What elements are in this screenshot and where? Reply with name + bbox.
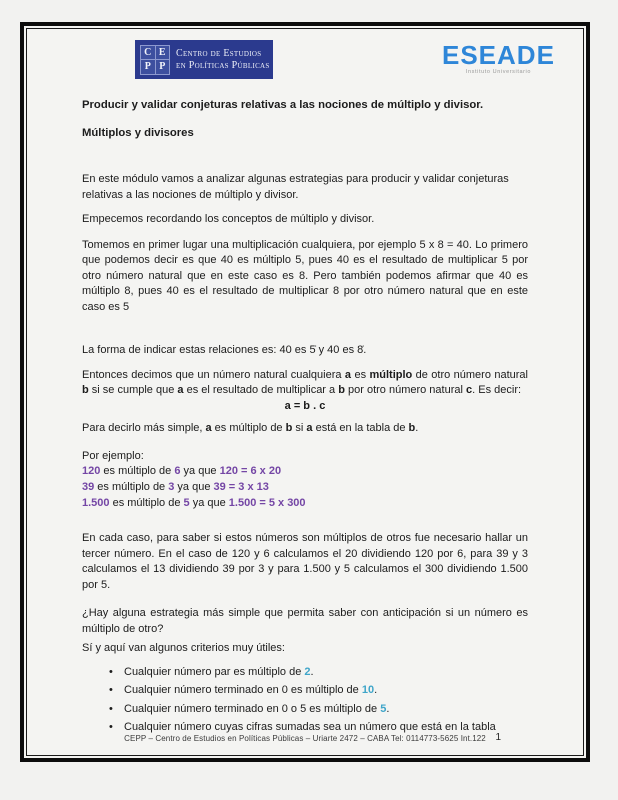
text-run: Cualquier número cuyas cifras sumadas sea un número que está en la tabla	[124, 721, 496, 734]
text-run: está en la tabla de	[312, 422, 409, 434]
text-run: es el resultado de multiplicar a	[183, 384, 339, 396]
paragraph-pregunta-estrategia: ¿Hay alguna estrategia más simple que permita saber con anticipación si un número es múltiplo de otro?	[82, 607, 528, 635]
cepp-grid-letter: E	[156, 46, 170, 60]
text-run: 2	[304, 665, 311, 678]
bullet-item-multiplo-10	[82, 683, 528, 699]
cepp-logo-grid-icon	[140, 45, 170, 75]
text-run: a	[306, 422, 313, 434]
example-line-39	[82, 480, 528, 496]
text-run: .	[415, 422, 419, 434]
document-header	[27, 29, 583, 93]
text-run: b	[408, 422, 416, 434]
bullet-icon: •	[109, 721, 113, 734]
paragraph-intro: En este módulo vamos a analizar algunas estrategias para producir y validar conjeturas relativas a las nociones de múltiplo y divisor.	[82, 173, 509, 201]
bullet-text	[124, 703, 389, 715]
text-run: Cualquier número terminado en 0 es múltiplo de	[124, 684, 362, 697]
document-subtitle: Múltiplos y divisores	[82, 127, 194, 139]
text-run: b	[285, 422, 293, 434]
bullet-item-multiplo-5	[82, 702, 528, 718]
text-run: Cualquier número terminado en 0 o 5 es múltiplo de	[124, 702, 381, 715]
text-run: 1.500	[82, 496, 110, 509]
footer-address-text: CEPP – Centro de Estudios en Políticas Públicas – Uriarte 2472 – CABA Tel: 0114773-5625 Int.122	[124, 734, 486, 743]
text-run: a	[205, 422, 212, 434]
text-run: .	[310, 665, 314, 678]
cepp-logo-name	[176, 48, 270, 72]
eseade-wordmark: ESEADE	[442, 40, 555, 70]
text-run: es múltiplo de	[109, 496, 184, 509]
example-line-120	[82, 464, 528, 480]
bullet-icon: •	[109, 702, 113, 715]
page-footer	[27, 734, 583, 746]
cepp-logo-name-line2: en Políticas Públicas	[176, 59, 270, 71]
text-run: . Es decir:	[472, 384, 522, 396]
text-run: por otro número natural	[344, 384, 467, 396]
text-run: a	[177, 384, 184, 396]
paragraph-en-cada-caso: En cada caso, para saber si estos números son múltiplos de otros fue necesario hallar un tercer número. En el caso de 120 y 6 calculamos el 20 dividiendo 120 por 6, para 39 y 3 calculamos el 13 dividiendo 39 por 3 y para 1.500 y 5 calculamos el 300 dividiendo 1.500 por 5.	[82, 532, 528, 591]
text-run: 10	[361, 684, 375, 697]
eseade-tagline: Instituto Universitario	[465, 69, 532, 75]
cepp-grid-letter: C	[141, 46, 155, 60]
bullet-text	[124, 721, 496, 733]
cepp-grid-letter: P	[141, 60, 155, 74]
page-number: 1	[495, 732, 501, 743]
paragraph-forma-relaciones: La forma de indicar estas relaciones es: 40 es 5̇ y 40 es 8̇.	[82, 344, 367, 356]
text-run: es múltiplo de	[100, 465, 175, 477]
paragraph-empecemos: Empecemos recordando los conceptos de múltiplo y divisor.	[82, 213, 375, 225]
text-run: múltiplo	[369, 368, 413, 381]
equation-a-equals-b-times-c: a = b . c	[284, 399, 326, 412]
paragraph-tomemos: Tomemos en primer lugar una multiplicación cualquiera, por ejemplo 5 x 8 = 40. Lo primero que podemos decir es que 40 es múltiplo 5, pues 40 es el resultado de multiplicar 5 por otro número natural que en este caso es 8. Pero también podemos afirmar que 40 es múltiplo 8, pues 40 es el resultado de multiplicar 8 por otro número natural que en este caso es 5	[82, 238, 528, 313]
document-title: Producir y validar conjeturas relativas a las nociones de múltiplo y divisor.	[82, 99, 484, 111]
text-run: si	[292, 422, 307, 434]
page-border-inner-line	[26, 28, 584, 756]
paragraph-entonces	[82, 368, 528, 399]
text-run: 1.500 = 5 x 300	[228, 496, 306, 509]
text-run: 5	[380, 702, 387, 715]
example-line-1500	[82, 496, 528, 512]
text-run: ya que	[189, 496, 229, 509]
document-content	[27, 29, 583, 755]
text-run: 3	[168, 480, 175, 493]
text-run: 5	[183, 496, 190, 509]
cepp-logo-name-line1: Centro de Estudios	[176, 47, 262, 59]
text-run: ya que	[174, 480, 214, 493]
text-run: 120 = 6 x 20	[219, 465, 282, 477]
eseade-logo	[442, 42, 555, 75]
text-run: si se cumple que	[88, 384, 178, 396]
text-run: es	[351, 368, 370, 381]
text-run: Cualquier número par es múltiplo de	[124, 665, 305, 678]
text-run: b	[338, 384, 345, 396]
text-run: es múltiplo de	[94, 480, 169, 493]
paragraph-criterios-intro: Sí y aquí van algunos criterios muy útiles:	[82, 642, 285, 655]
text-run: Para decirlo más simple,	[82, 422, 206, 434]
text-run: c	[466, 384, 473, 396]
cepp-grid-letter: P	[156, 60, 170, 74]
text-run: de otro número natural	[412, 368, 528, 381]
text-run: es múltiplo de	[211, 422, 286, 434]
text-run: 39	[82, 480, 95, 493]
text-run: 39 = 3 x 13	[213, 480, 269, 493]
text-run: b	[82, 384, 89, 396]
cepp-logo	[135, 40, 273, 79]
text-run: a	[344, 368, 352, 381]
bullet-icon: •	[109, 665, 113, 678]
text-run: 6	[174, 465, 181, 477]
paragraph-para-decirlo	[82, 421, 528, 437]
bullet-icon: •	[109, 684, 113, 697]
text-run: Entonces decimos que un número natural cualquiera	[82, 368, 345, 381]
bullet-text	[124, 666, 314, 678]
text-run: 120	[82, 465, 101, 477]
examples-label: Por ejemplo:	[82, 449, 144, 462]
bullet-text	[124, 684, 377, 696]
text-run: ya que	[180, 465, 220, 477]
criteria-bullet-list	[82, 665, 528, 736]
page-border-frame	[20, 22, 590, 762]
text-run: .	[374, 684, 378, 697]
bullet-item-multiplo-2	[82, 665, 528, 681]
text-run: .	[386, 702, 390, 715]
